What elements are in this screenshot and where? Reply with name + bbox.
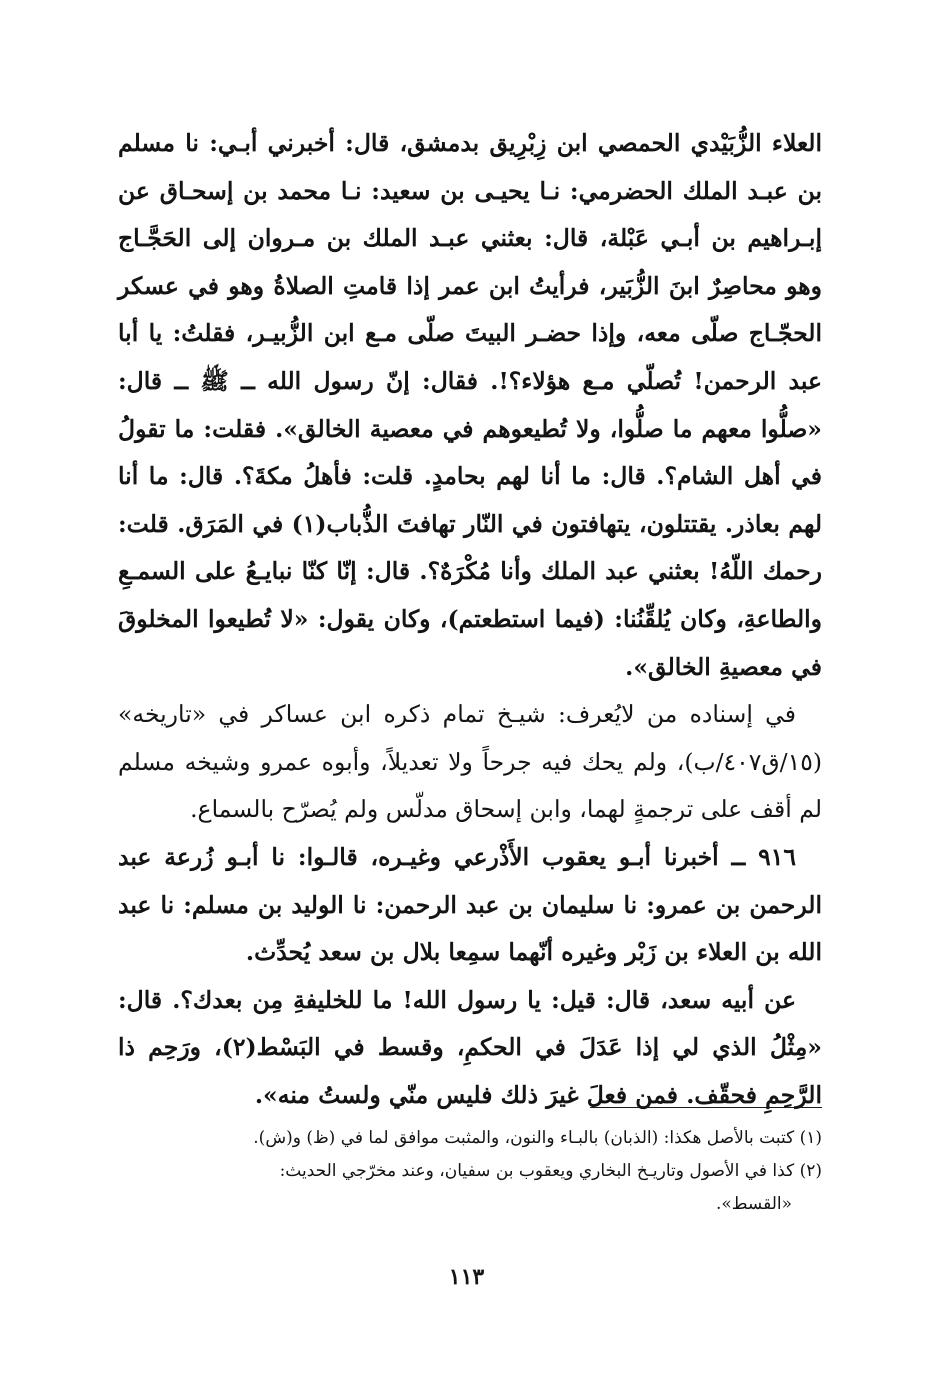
paragraph-commentary: في إسناده من لايُعرف: شيـخ تمام ذكره ابن عساكر في «تاريخه» (١٥/ق٤٠٧/ب)، ولم يحك فيه جرحاً ولا تعديلاً، وأبوه عمرو وشيخه مسلم لم أقف على ترجمةٍ لهما، وابن إسحاق مدلّس ولم يُصرّح بالسماع. [118,700,822,824]
footnote-1: (١) كتبت بالأصل هكذا: (الذبان) بالبـاء والنون، والمثبت موافق لما في (ظ) و(ش). [253,1128,822,1148]
hadith-number: ٩١٦ [758,842,796,871]
page-number: ١١٣ [448,1264,485,1290]
paragraph-hadith-916 [118,834,822,977]
footnote-2: (٢) كذا في الأصول وتاريـخ البخاري ويعقوب بن سفيان، وعند مخرّجي الحديث: [279,1161,822,1181]
footnote-2-continuation: «القسط». [715,1194,792,1214]
footnotes [118,1122,822,1221]
paragraph-narration: العلاء الزُّبَيْدي الحمصي ابن زِبْرِيق بدمشق، قال: أخبرني أبـي: نا مسلم بن عبـد الملك الحضرمي: نـا يحيـى بن سعيد: نـا محمد بن إسحـاق عن إبـراهيم بن أبـي عَبْلة، قال: بعثني عبـد الملك بن مـروان إلى الحَجَّـاج وهو محاصِرٌ ابنَ الزُّبَير، فرأيتُ ابن عمر إذا قامتِ الصلاةُ وهو في عسكر الحجّـاج صلّى معه، وإذا حضـر البيتَ صلّى مـع ابن الزُّبيـر، فقلتُ: يا أبا عبد الرحمن! تُصلّي مـع هؤلاء؟!. فقال: إنّ رسول الله ــ ﷺ ــ قال: «صلُّوا معهم ما صلُّوا، ولا تُطيعوهم في معصية الخالق». فقلت: ما تقولُ في أهل الشام؟. قال: ما أنا لهم بحامدٍ. قلت: فأهلُ مكةَ؟. قال: ما أنا لهم بعاذر. يقتتلون، يتهافتون في النّار تهافتَ الذُّباب(١) في المَرَق. قلت: رحمك اللّهُ! بعثني عبد الملك وأنا مُكْرَهٌ؟. قال: إنّا كنّا نبايـعُ على السمـعِ والطاعةِ، وكان يُلقِّنُنا: (فيما استطعتم)، وكان يقول: «لا تُطيعوا المخلوقَ في معصيةِ الخالق». [118,129,823,681]
paragraph-hadith-matn: عن أبيه سعد، قال: قيل: يا رسول الله! ما للخليفةِ مِن بعدك؟. قال: «مِثْلُ الذي لي إذا عَدَلَ في الحكمِ، وقسط في البَسْط(٢)، ورَحِم ذا الرَّحِمِ فحقّف. فمن فعلَ غيرَ ذلك فليس منّي ولستُ منه». [118,985,822,1109]
footnote-separator [590,1107,822,1108]
hadith-isnad: ــ أخبرنا أبـو يعقوب الأَذْرعي وغيـره، قالـوا: نا أبـو زُرعة عبد الرحمن بن عمرو: نا سليمان بن عبد الرحمن: نا الوليد بن مسلم: نا عبد الله بن العلاء بن زَبْر وغيره أنّهما سمِعا بلال بن سعد يُحدِّث. [118,842,822,967]
main-text-body [118,120,822,1119]
